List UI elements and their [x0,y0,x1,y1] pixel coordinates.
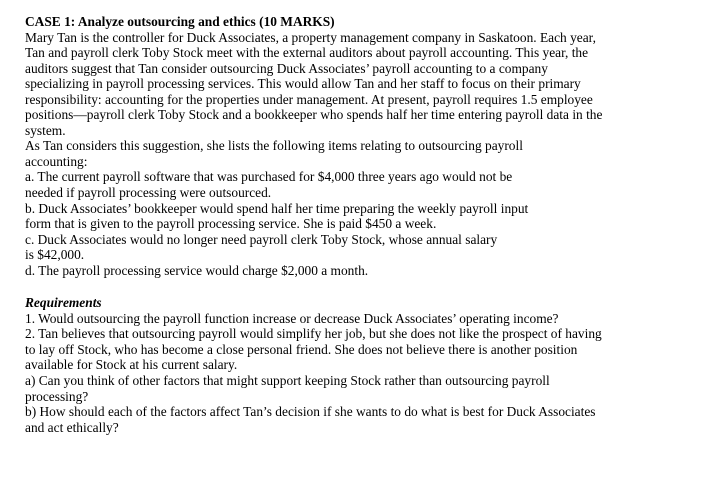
item-line: form that is given to the payroll processing service. She is paid $450 a week. [25,216,437,232]
requirement-line: to lay off Stock, who has become a close personal friend. She does not believe there is another position [25,341,578,357]
intro-line: Mary Tan is the controller for Duck Associates, a property management company in Saskatoon. Each year, [25,29,596,45]
requirement-item [25,311,705,327]
intro-line: auditors suggest that Tan consider outsourcing Duck Associates’ payroll accounting to a company [25,60,548,76]
item-line: d. The payroll processing service would charge $2,000 a month. [25,262,369,278]
item-line: a. The current payroll software that was purchased for $4,000 three years ago would not be [25,169,513,185]
list-item [25,169,705,200]
outsourcing-items-list [25,169,705,278]
list-item [25,201,705,232]
requirement-item [25,404,705,435]
requirement-line: 2. Tan believes that outsourcing payroll would simplify her job, but she does not like the prospect of having [25,326,602,342]
list-item [25,263,705,279]
requirement-line: available for Stock at his current salary. [25,357,238,373]
intro-line: positions—payroll clerk Toby Stock and a bookkeeper who spends half her time entering payroll data in the [25,107,603,123]
intro-line: specializing in payroll processing services. This would allow Tan and her staff to focus on their primary [25,76,581,92]
intro-line: responsibility: accounting for the properties under management. At present, payroll requires 1.5 employee [25,91,593,107]
considers-paragraph [25,138,705,169]
intro-line: Tan and payroll clerk Toby Stock meet with the external auditors about payroll accounting. This year, the [25,45,589,61]
intro-line: system. [25,122,66,138]
requirement-line: 1. Would outsourcing the payroll function increase or decrease Duck Associates’ operating income? [25,310,559,326]
requirements-heading: Requirements [25,295,102,311]
case-document [25,14,705,435]
item-line: is $42,000. [25,247,85,263]
item-line: c. Duck Associates would no longer need payroll clerk Toby Stock, whose annual salary [25,231,498,247]
list-item [25,232,705,263]
intro-paragraph [25,30,705,139]
considers-line: accounting: [25,153,88,169]
item-line: b. Duck Associates’ bookkeeper would spend half her time preparing the weekly payroll input [25,200,529,216]
requirements-list [25,311,705,435]
requirement-line: processing? [25,388,89,404]
requirement-line: b) How should each of the factors affect Tan’s decision if she wants to do what is best for Duck Associates [25,404,596,420]
requirement-item [25,326,705,373]
case-title: CASE 1: Analyze outsourcing and ethics (10 MARKS) [25,14,335,29]
considers-line: As Tan considers this suggestion, she lists the following items relating to outsourcing payroll [25,138,523,154]
item-line: needed if payroll processing were outsourced. [25,185,272,201]
requirement-line: a) Can you think of other factors that might support keeping Stock rather than outsourcing payroll [25,373,550,389]
requirement-line: and act ethically? [25,419,119,435]
requirement-item [25,373,705,404]
